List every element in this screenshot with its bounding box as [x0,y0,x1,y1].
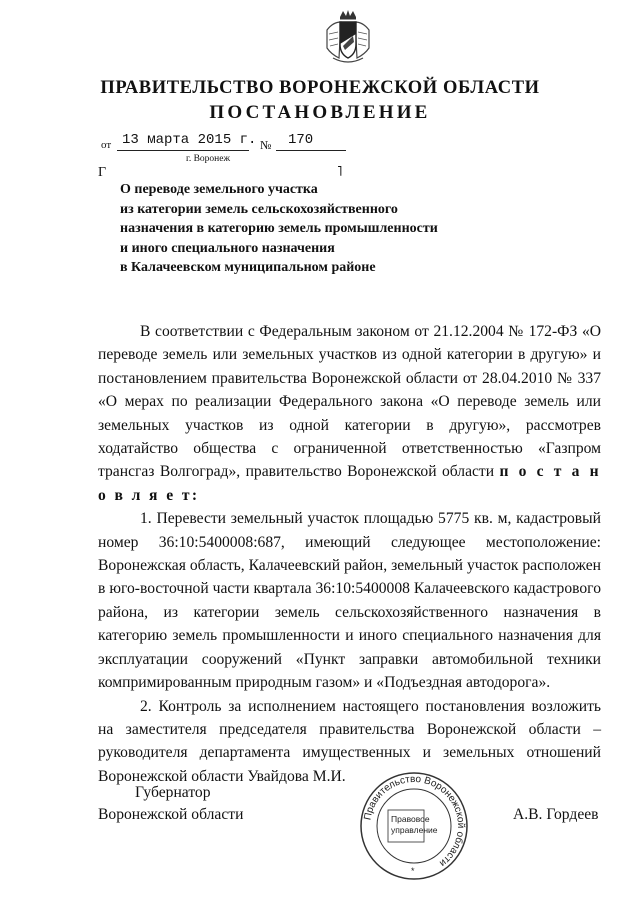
resolves-word: п о с т а н о в л я е т: [98,463,601,504]
city: г. Воронеж [186,154,231,164]
org-title: ПРАВИТЕЛЬСТВО ВОРОНЕЖСКОЙ ОБЛАСТИ [100,78,540,98]
subject-line: О переводе земельного участка [120,182,318,197]
from-label: от [101,139,112,151]
subject-line: из категории земель сельскохозяйственного [120,201,398,217]
stamp-ring-text: Правительство Воронежской области [362,773,467,869]
subject-line: назначения в категорию земель промышленности [120,221,438,236]
subject-line: и иного специального назначения [120,240,335,256]
signer-title-line2: Воронежской области [98,806,244,823]
stamp-center-line2: управление [391,825,438,835]
preamble-text: В соответствии с Федеральным законом от 21.12.2004 № 172-ФЗ «О переводе земель или земельных участков из одной категории в другую» и постановлением правительства Воронежской области от 28.04.2010 № 337 «О мерах по реализации Федерального закона «О переводе земель или земельных участков из одной категории в другую», рассмотрев ходатайство общества с ограниченной ответственностью «Газпром трансгаз Волгоград», правительство Воронежской области [98,323,601,481]
preamble-paragraph [98,320,601,507]
item-2-paragraph: 2. Контроль за исполнением настоящего постановления возложить на заместителя председателя правительства Воронежской области – руководителя департамента имущественных и земельных отношений Воронежской области Увайдова М.И. [98,697,601,785]
document-body [98,320,601,788]
coat-of-arms-emblem [323,8,373,66]
number-label: № [260,138,272,152]
signer-title-line1: Губернатор [135,784,211,801]
stamp-star-mark: * [411,866,415,876]
signer-name: А.В. Гордеев [513,806,599,823]
subject-line: в Калачеевском муниципальном районе [120,260,376,275]
right-corner-bracket: ˥ [337,165,343,180]
document-type: ПОСТАНОВЛЕНИЕ [209,102,431,123]
number-underline [276,150,346,151]
item-1-paragraph: 1. Перевести земельный участок площадью 5775 кв. м, кадастровый номер 36:10:5400008:687, имеющий следующее местоположение: Воронежская область, Калачеевский район, земельный участок расположен в юго-восточной части квартала 36:10:5400008 Калачеевского кадастрового района, из категории земель сельскохозяйственного назначения в категорию земель промышленности и иного специального назначения для эксплуатации сооружений «Пункт заправки автомобильной техники компримированным природным газом» и «Подъездная автодорога». [98,510,601,692]
document-subject [120,180,500,278]
stamp-center-line1: Правовое [391,814,430,824]
official-stamp [356,770,472,882]
document-date: 13 марта 2015 г. [122,132,257,148]
left-corner-bracket: Г [98,165,107,180]
date-underline [117,150,249,151]
document-number: 170 [288,132,314,148]
